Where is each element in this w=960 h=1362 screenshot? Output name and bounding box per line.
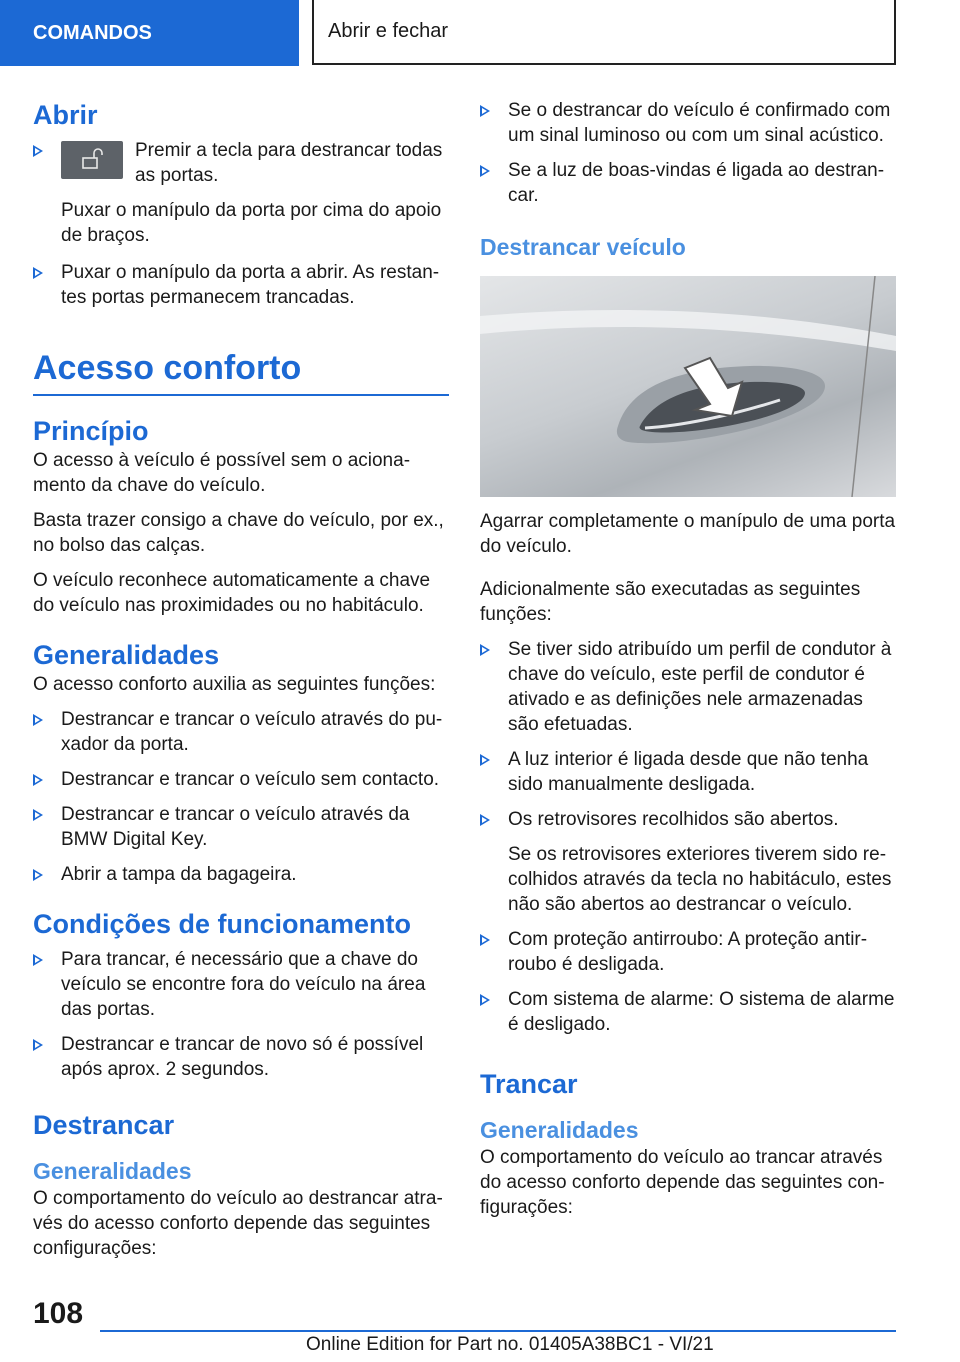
list-item xyxy=(480,927,896,977)
bullet-triangle-icon xyxy=(33,714,43,726)
bullet-triangle-icon xyxy=(33,145,43,157)
left-column xyxy=(33,98,449,1261)
list-item-text: Destrancar e trancar o veículo sem contacto. xyxy=(61,769,440,790)
page-number: 108 xyxy=(33,1297,84,1330)
section-tab xyxy=(0,0,299,66)
list-item-text: Se tiver sido atribuído um perfil de condutor à chave do veículo, este perfil de condutor é ativado e as definições nele armazenadas são efetuadas. xyxy=(508,639,892,735)
acesso-conforto-heading: Acesso conforto xyxy=(33,349,302,387)
list-item xyxy=(480,637,896,737)
unlock-button-icon xyxy=(61,141,123,179)
bullet-list xyxy=(480,637,896,1037)
paragraph: O acesso conforto auxilia as seguintes funções: xyxy=(33,674,436,695)
bullet-triangle-icon xyxy=(480,934,490,946)
edition-note: Online Edition for Part no. 01405A38BC1 - VI/21 xyxy=(306,1334,714,1355)
list-item-text: Com proteção antirroubo: A proteção antirroubo é desligada. xyxy=(508,929,868,975)
bullet-triangle-icon xyxy=(33,869,43,881)
chapter-header xyxy=(312,0,896,65)
list-item xyxy=(480,98,896,148)
list-item-text: Se a luz de boas-vindas é ligada ao destrancar. xyxy=(508,160,885,206)
list-item xyxy=(480,747,896,797)
destrancar-subheading: Generalidades xyxy=(33,1158,192,1184)
bullet-triangle-icon xyxy=(480,644,490,656)
destrancar-veiculo-heading: Destrancar veículo xyxy=(480,234,686,260)
list-item-text: A luz interior é ligada desde que não tenha sido manualmente desligada. xyxy=(508,749,869,795)
paragraph: O veículo reconhece automaticamente a chave do veículo nas proximidades ou no habitáculo. xyxy=(33,570,431,616)
bullet-list xyxy=(33,947,449,1082)
generalidades-heading: Generalidades xyxy=(33,640,220,670)
bullet-triangle-icon xyxy=(33,1039,43,1051)
bullet-triangle-icon xyxy=(33,267,43,279)
bullet-triangle-icon xyxy=(33,954,43,966)
list-item-text: Puxar o manípulo da porta a abrir. As restantes portas permanecem trancadas. xyxy=(61,262,440,308)
bullet-triangle-icon xyxy=(480,165,490,177)
chapter-label: Abrir e fechar xyxy=(328,20,449,42)
list-item-continuation: Se os retrovisores exteriores tiverem sido recolhidos através da tecla no habitáculo, estes não são abertos ao destrancar o veículo. xyxy=(508,844,892,915)
list-item xyxy=(33,1032,449,1082)
bullet-triangle-icon xyxy=(480,994,490,1006)
paragraph: Adicionalmente são executadas as seguintes funções: xyxy=(480,579,861,625)
list-item-text: Para trancar, é necessário que a chave do veículo se encontre fora do veículo na área das portas. xyxy=(61,949,426,1020)
principio-heading: Princípio xyxy=(33,416,149,446)
destrancar-heading: Destrancar xyxy=(33,1110,175,1140)
bullet-triangle-icon xyxy=(33,774,43,786)
list-item-text: Os retrovisores recolhidos são abertos. xyxy=(508,809,839,830)
paragraph: Agarrar completamente o manípulo de uma porta do veículo. xyxy=(480,511,896,557)
list-item-text: Premir a tecla para destrancar todas as portas. xyxy=(135,140,443,186)
condicoes-heading: Condições de funcionamento xyxy=(33,909,412,939)
list-item xyxy=(33,260,449,310)
list-item xyxy=(480,158,896,208)
list-item-text: Com sistema de alarme: O sistema de alarme é desligado. xyxy=(508,989,895,1035)
door-handle-photo xyxy=(480,276,896,497)
section-label: COMANDOS xyxy=(33,21,152,44)
paragraph: O acesso à veículo é possível sem o acionamento da chave do veículo. xyxy=(33,450,411,496)
list-item xyxy=(33,138,449,248)
paragraph: O comportamento do veículo ao trancar através do acesso conforto depende das seguintes configurações: xyxy=(480,1147,885,1218)
list-item xyxy=(33,947,449,1022)
list-item xyxy=(33,802,449,852)
paragraph: O comportamento do veículo ao destrancar através do acesso conforto depende das seguintes configurações: xyxy=(33,1188,443,1259)
bullet-list xyxy=(33,707,449,887)
right-column xyxy=(480,98,896,1220)
list-item xyxy=(33,862,449,887)
list-item-text: Destrancar e trancar de novo só é possível após aprox. 2 segundos. xyxy=(61,1034,424,1080)
list-item-text: Destrancar e trancar o veículo através do puxador da porta. xyxy=(61,709,443,755)
bullet-triangle-icon xyxy=(33,809,43,821)
bullet-triangle-icon xyxy=(480,814,490,826)
bullet-list xyxy=(480,98,896,208)
bullet-triangle-icon xyxy=(480,754,490,766)
section-heading-rule xyxy=(33,346,449,396)
list-item-text: Se o destrancar do veículo é confirmado com um sinal luminoso ou com um sinal acústico. xyxy=(508,100,891,146)
footer-divider xyxy=(100,1330,896,1332)
bullet-triangle-icon xyxy=(480,105,490,117)
abrir-heading: Abrir xyxy=(33,100,98,130)
list-item xyxy=(33,767,449,792)
list-item xyxy=(480,987,896,1037)
list-item xyxy=(480,807,896,917)
list-item-text: Destrancar e trancar o veículo através da BMW Digital Key. xyxy=(61,804,410,850)
trancar-subheading: Generalidades xyxy=(480,1117,639,1143)
list-item-text: Abrir a tampa da bagageira. xyxy=(61,864,297,885)
trancar-heading: Trancar xyxy=(480,1069,578,1099)
list-item-continuation: Puxar o manípulo da porta por cima do apoio de braços. xyxy=(61,200,442,246)
paragraph: Basta trazer consigo a chave do veículo, por ex., no bolso das calças. xyxy=(33,510,444,556)
list-item xyxy=(33,707,449,757)
